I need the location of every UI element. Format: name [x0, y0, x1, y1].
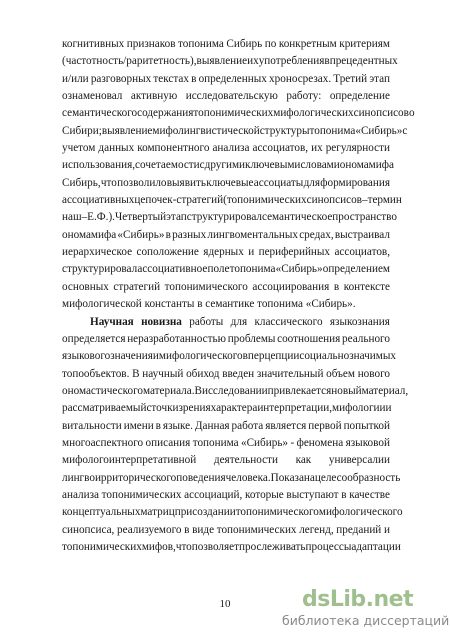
text-line: многоаспектного описания топонима «Сибирь» - феномена языковой — [62, 436, 390, 449]
text-line: лингвоирриторического поведения человека. Показана целесообразность — [62, 471, 401, 484]
watermark-subtitle: библиотека диссертаций — [282, 613, 450, 628]
text-line: мифологической константы в семантике топонима «Сибирь». — [62, 298, 356, 311]
text-line: наш – Е.Ф.). Четвертый этап структурировал семантическое пространство — [62, 211, 397, 224]
text-line: определяется неразработанностью проблемы соотношения реального — [62, 332, 390, 345]
watermark-logo: dsLib.net — [302, 587, 414, 612]
text-line: топонимических мифов, что позволяет прослеживать процессы адаптации — [62, 540, 401, 553]
text-line: иерархическое соположение ядерных и периферийных ассоциатов, — [62, 246, 390, 259]
text-line: и/или разговорных текстах в определенных хроносрезах. Третий этап — [62, 72, 390, 85]
text-line: ассоциативных цепочек-стратегий (топонимических синопсисов – термин — [62, 194, 402, 207]
text-line: рассматриваемый с точки зрения характера интерпретации, мифологии и — [62, 402, 392, 415]
text-line: учетом данных компонентного анализа ассоциатов, их регулярности — [62, 142, 390, 155]
text-line: мифологоинтерпретативной деятельности как универсалии — [62, 454, 390, 467]
text-line: концептуальных матриц при создании топонимического мифологического — [62, 506, 403, 519]
text-line: Сибирь, что позволило выявить ключевые ассоциаты для формирования — [62, 176, 390, 189]
text-line: основных стратегий топонимического ассоциирования в контексте — [62, 280, 390, 293]
text-line: топообъектов. В научный обиход введен значительный объем нового — [62, 367, 390, 380]
text-line: когнитивных признаков топонима Сибирь по конкретным критериям — [62, 38, 390, 50]
text-line: ономастического материала. В исследовании привлекается новый материал, — [62, 384, 409, 397]
text-line: структурировал ассоциативное поле топонима «Сибирь» определением — [62, 263, 390, 276]
text-line: ознаменовал активную исследовательскую работу: определение — [62, 90, 390, 103]
text-line: ономамифа «Сибирь» в разных лингвоментальных средах, выстраивал — [62, 228, 390, 241]
text-line: семантического содержания топонимических мифологических синопсисов о — [62, 107, 415, 120]
text-line: витальности имени в языке. Данная работа является первой попыткой — [62, 419, 390, 432]
text-line: языкового значения и мифологического в перцепции социально значимых — [62, 350, 396, 363]
document-body — [62, 36, 415, 556]
watermark — [282, 587, 450, 631]
text-line: Сибири; выявление мифолингвистической структуры топонима «Сибирь» с — [62, 124, 408, 137]
text-line: Научная новизна работы для классического языкознания — [90, 315, 390, 328]
text-line: анализа топонимических ассоциаций, которые выступают в качестве — [62, 488, 390, 501]
text-line: (частотность/ раритетность), выявление их употребления в прецедентных — [62, 55, 398, 68]
text-line: синопсиса, реализуемого в виде топонимических легенд, преданий и — [62, 523, 390, 536]
page-number: 10 — [219, 598, 231, 610]
text-line: использования, сочетаемости с другими ключевыми словами ономамифа — [62, 159, 394, 172]
